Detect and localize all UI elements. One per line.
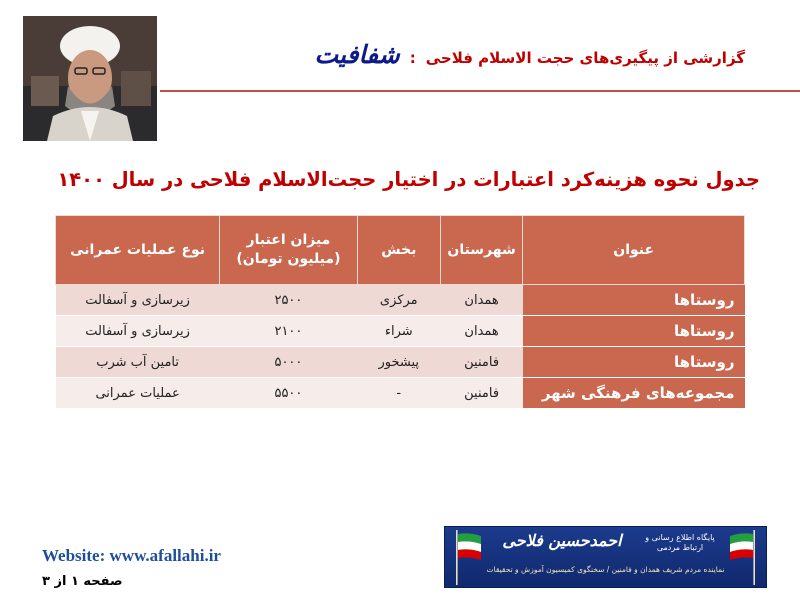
row-budget: ۲۵۰۰ xyxy=(220,285,357,316)
footer-banner xyxy=(444,526,767,588)
row-city: همدان xyxy=(440,316,523,347)
header-part-col: بخش xyxy=(357,216,440,285)
table-row xyxy=(56,378,745,409)
header-title xyxy=(314,40,745,69)
budget-table xyxy=(55,215,745,409)
row-title: روستاها xyxy=(523,316,745,347)
header-title-text: گزارشی از پیگیری‌های حجت الاسلام فلاحی xyxy=(425,49,745,67)
row-type: تامین آب شرب xyxy=(56,347,220,378)
header-divider xyxy=(160,90,800,92)
portrait-photo xyxy=(23,16,157,141)
document-title: جدول نحوه هزینه‌کرد اعتبارات در اختیار حجت‌الاسلام فلاحی در سال ۱۴۰۰ xyxy=(57,168,760,191)
row-budget: ۲۱۰۰ xyxy=(220,316,357,347)
banner-pretext: پایگاه اطلاع رسانی و ارتباط مردمی xyxy=(645,533,715,553)
table-row xyxy=(56,316,745,347)
row-part: شراء xyxy=(357,316,440,347)
row-title: روستاها xyxy=(523,347,745,378)
portrait-icon xyxy=(23,16,157,141)
header-title-col: عنوان xyxy=(523,216,745,285)
header-budget-line2: (میلیون تومان) xyxy=(236,251,341,267)
row-budget: ۵۰۰۰ xyxy=(220,347,357,378)
row-title: مجموعه‌های فرهنگی شهر xyxy=(523,378,745,409)
table-row xyxy=(56,347,745,378)
row-type: عملیات عمرانی xyxy=(56,378,220,409)
table-header-row xyxy=(56,216,745,285)
row-type: زیرسازی و آسفالت xyxy=(56,316,220,347)
banner-name: احمدحسین فلاحی xyxy=(502,531,622,550)
row-budget: ۵۵۰۰ xyxy=(220,378,357,409)
row-city: فامنین xyxy=(440,347,523,378)
page-number: صفحه ۱ از ۳ xyxy=(42,574,123,589)
iran-flag-icon xyxy=(728,530,758,585)
table-row xyxy=(56,285,745,316)
header-type-col: نوع عملیات عمرانی xyxy=(56,216,220,285)
header-separator: : xyxy=(409,49,416,67)
row-part: مرکزی xyxy=(357,285,440,316)
row-type: زیرسازی و آسفالت xyxy=(56,285,220,316)
header-city-col: شهرستان xyxy=(440,216,523,285)
row-city: همدان xyxy=(440,285,523,316)
row-city: فامنین xyxy=(440,378,523,409)
header-budget-line1: میزان اعتبار xyxy=(246,232,331,249)
header-budget-col xyxy=(220,216,357,285)
banner-subtitle: نماینده مردم شریف همدان و فامنین / سخنگوی کمیسیون آموزش و تحقیقات xyxy=(486,565,725,574)
row-part: - xyxy=(357,378,440,409)
brand-label: شفافیت xyxy=(314,40,400,69)
website-link[interactable]: Website: www.afallahi.ir xyxy=(42,546,221,565)
row-title: روستاها xyxy=(523,285,745,316)
iran-flag-icon xyxy=(453,530,483,585)
row-part: پیشخور xyxy=(357,347,440,378)
